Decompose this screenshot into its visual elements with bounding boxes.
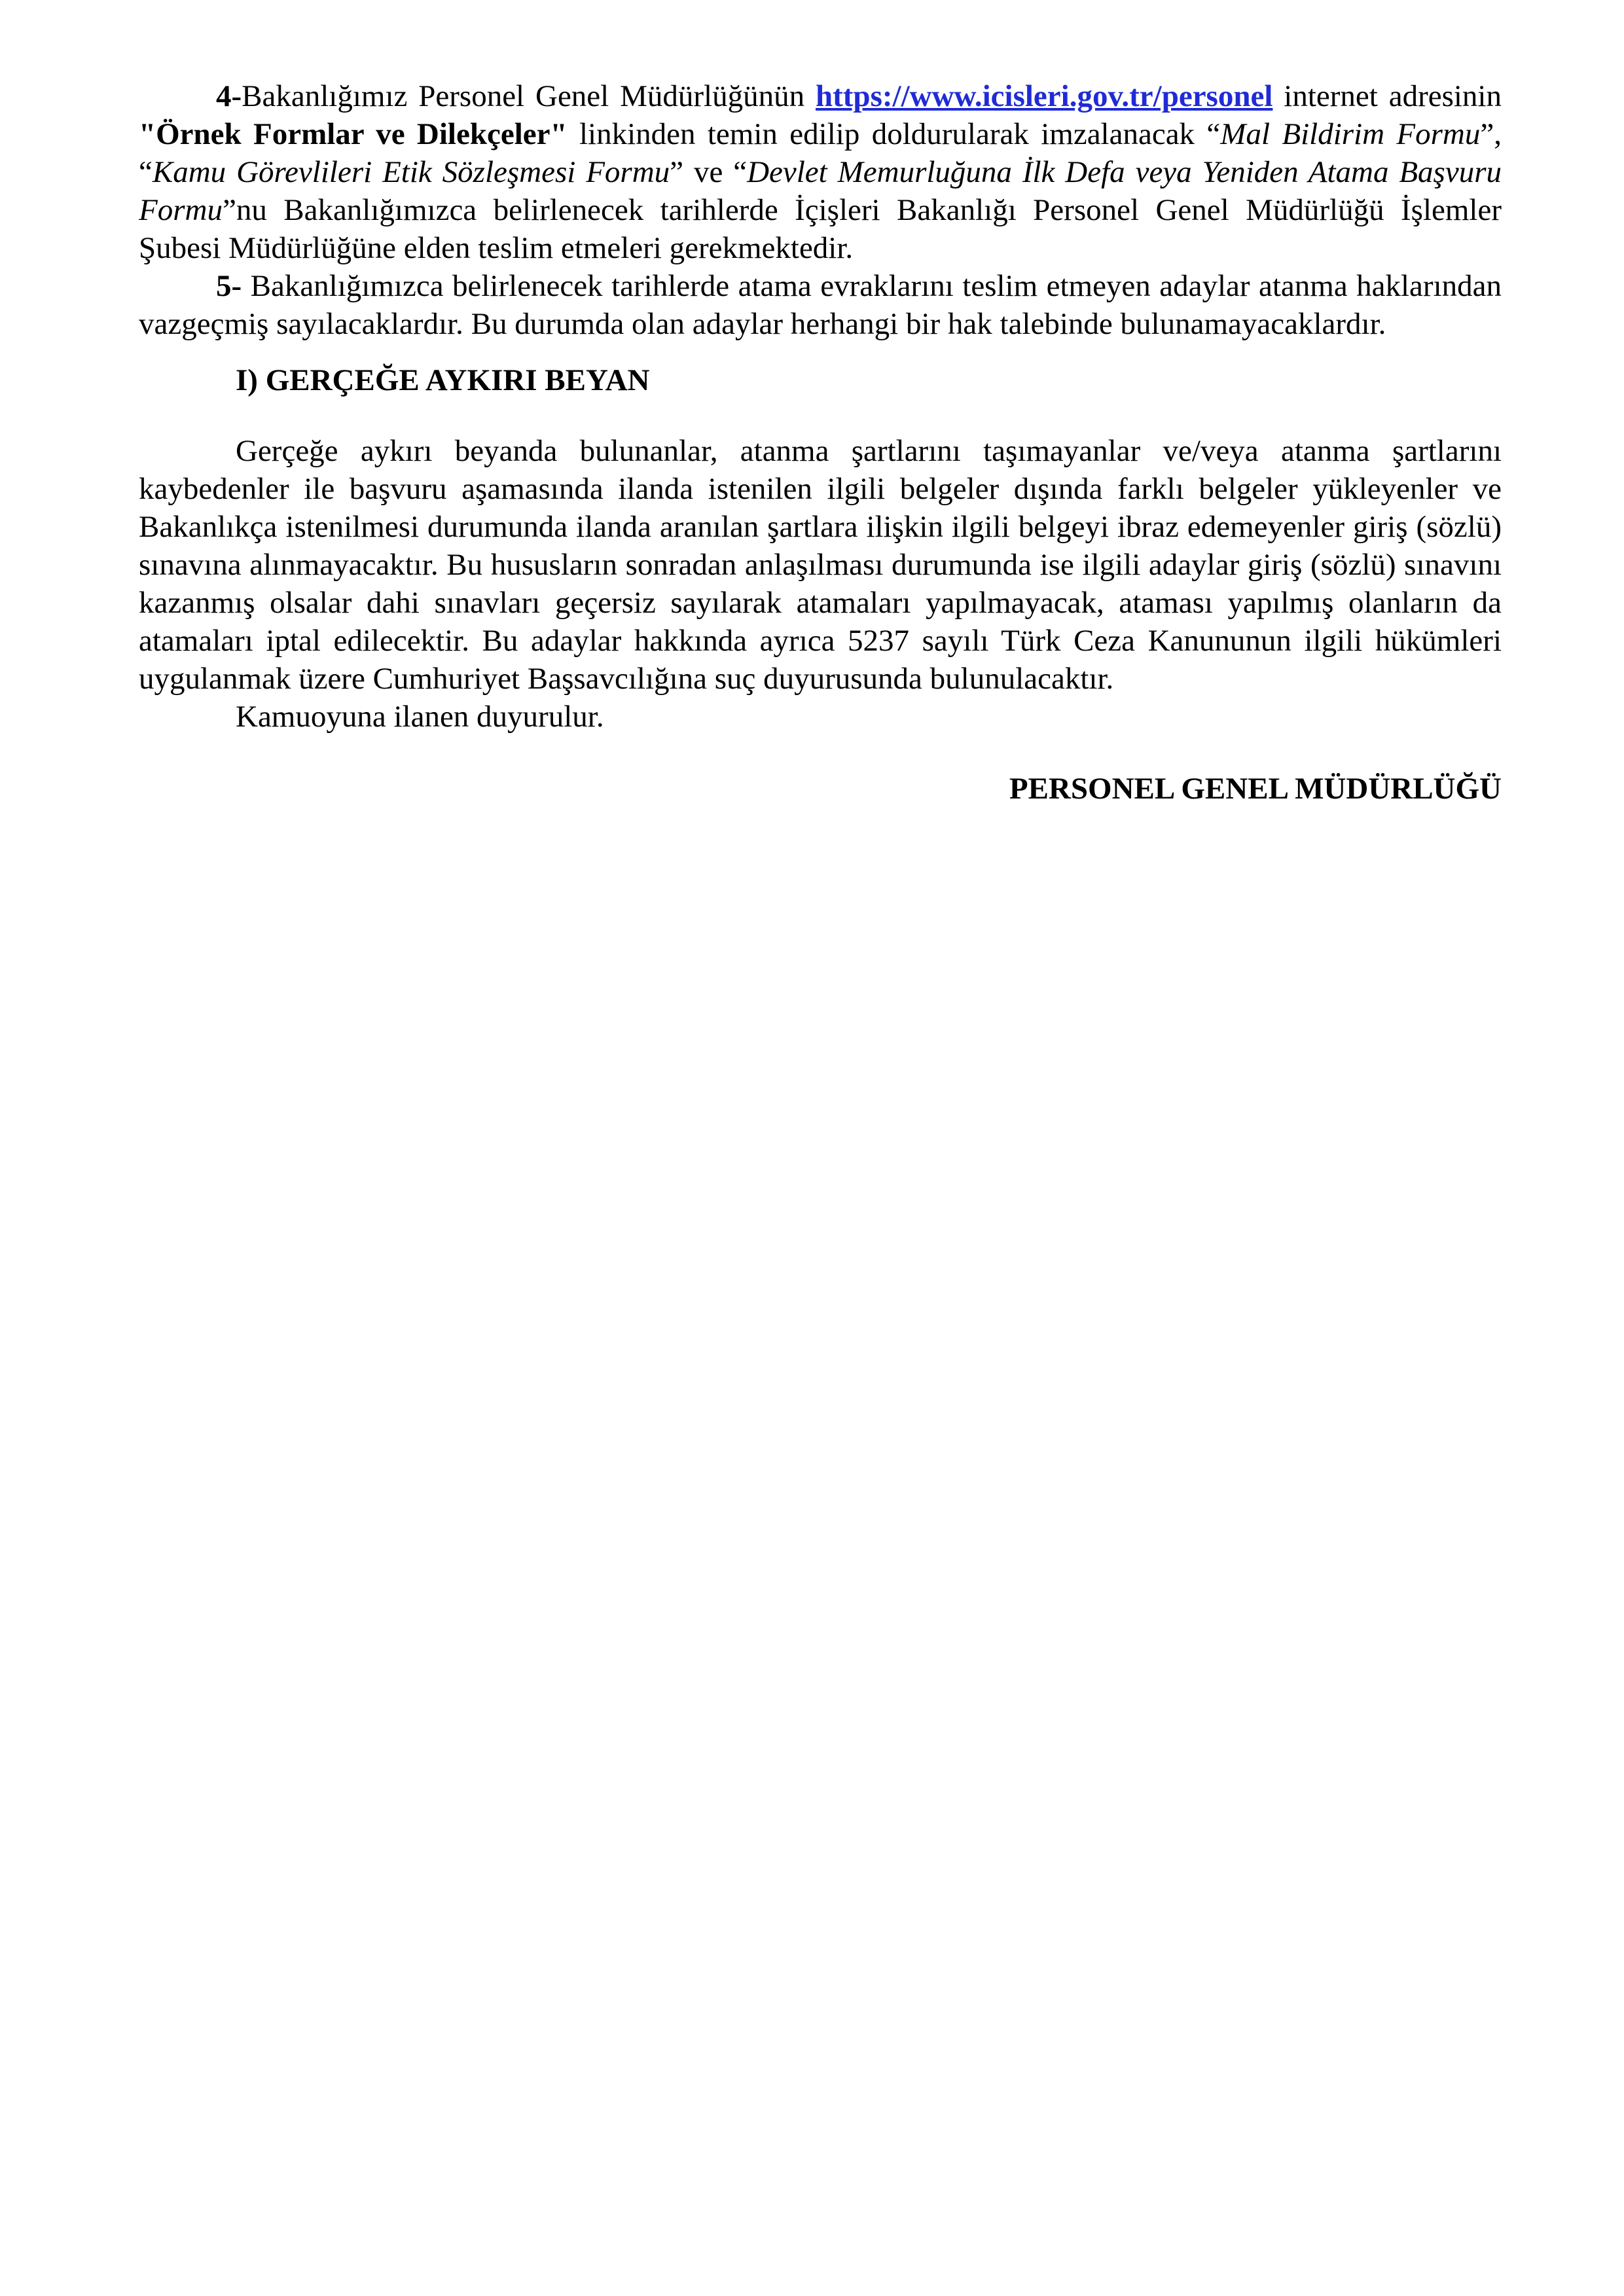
- form-name-atama-basvuru: Devlet Memurluğuna İlk Defa veya Yeniden Atama Başvuru Formu: [139, 155, 1502, 227]
- item-5-number: 5-: [216, 269, 242, 303]
- signature-block: PERSONEL GENEL MÜDÜRLÜĞÜ: [1009, 772, 1502, 806]
- item-4-text-a: Bakanlığımız Personel Genel Müdürlüğünün: [242, 79, 816, 113]
- form-name-mal-bildirim: Mal Bildirim Formu: [1220, 117, 1481, 151]
- item-4-number: 4-: [216, 79, 242, 113]
- form-name-etik-sozlesmesi: Kamu Görevlileri Etik Sözleşmesi Formu: [152, 155, 670, 189]
- item-4-text-b: internet adresinin: [1272, 79, 1502, 113]
- item-4-text-e: ” ve “: [670, 155, 748, 189]
- personnel-website-link[interactable]: https://www.icisleri.gov.tr/personel: [815, 79, 1273, 113]
- section-heading: I) GERÇEĞE AYKIRI BEYAN: [236, 363, 650, 397]
- document-body: [139, 77, 1502, 808]
- item-4-text-f: ”nu Bakanlığımızca belirlenecek tarihlerde İçişleri Bakanlığı Personel Genel Müdürlüğü İşlemler Şubesi Müdürlüğüne elden teslim etmeleri gerekmektedir.: [139, 193, 1502, 265]
- item-5-paragraph: [139, 267, 1502, 343]
- item-4-text-c: linkinden temin edilip doldurularak imzalanacak “: [567, 117, 1221, 151]
- item-4-paragraph: [139, 77, 1502, 267]
- section-paragraph: Gerçeğe aykırı beyanda bulunanlar, atanma şartlarını taşımayanlar ve/veya atanma şartlarını kaybedenler ile başvuru aşamasında ilanda istenilen ilgili belgeler dışında farklı belgeler yükleyenler ve Bakanlıkça istenilmesi durumunda ilanda aranılan şartlara ilişkin ilgili belgeyi ibraz edemeyenler giriş (sözlü) sınavına alınmayacaktır. Bu hususların sonradan anlaşılması durumunda ise ilgili adaylar giriş (sözlü) sınavını kazanmış olsalar dahi sınavları geçersiz sayılarak atamaları yapılmayacak, ataması yapılmış olanların da atamaları iptal edilecektir. Bu adaylar hakkında ayrıca 5237 sayılı Türk Ceza Kanununun ilgili hükümleri uygulanmak üzere Cumhuriyet Başsavcılığına suç duyurusunda bulunulacaktır.: [139, 434, 1502, 696]
- item-4-text-d: ”, “: [139, 117, 1502, 189]
- closing-line: Kamuoyuna ilanen duyurulur.: [236, 700, 604, 734]
- forms-section-name: "Örnek Formlar ve Dilekçeler": [139, 117, 568, 151]
- item-5-text: Bakanlığımızca belirlenecek tarihlerde atama evraklarını teslim etmeyen adaylar atanma haklarından vazgeçmiş sayılacaklardır. Bu durumda olan adaylar herhangi bir hak talebinde bulunamayacaklardır.: [139, 269, 1502, 341]
